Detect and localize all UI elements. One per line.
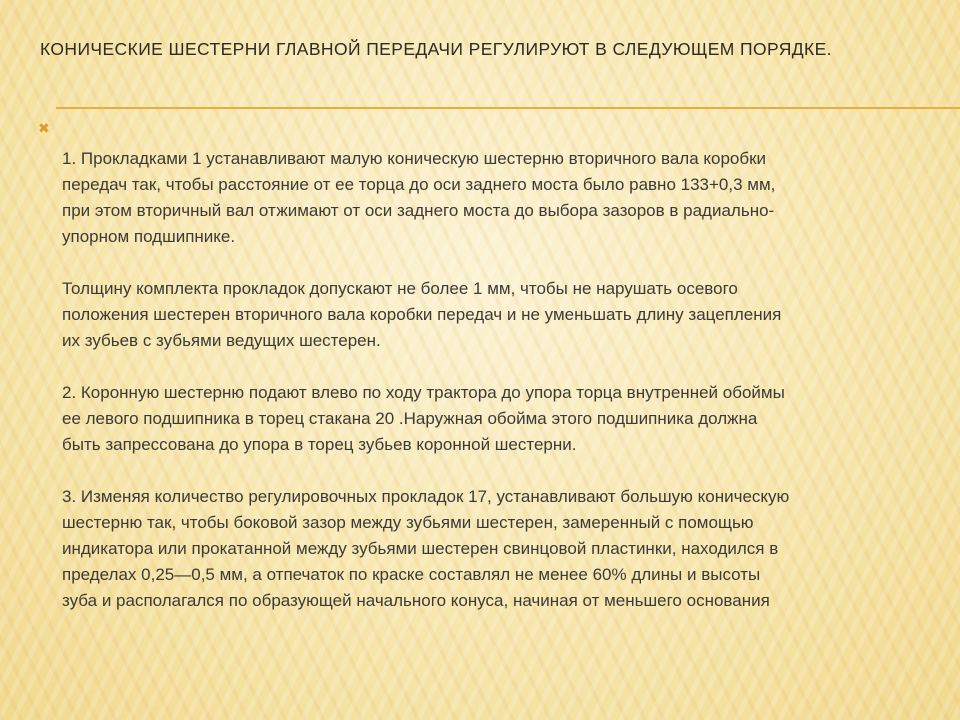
text-line: 3. Изменяя количество регулировочных прокладок 17, устанавливают большую коническую xyxy=(62,487,790,506)
text-line: ее левого подшипника в торец стакана 20 .Наружная обойма этого подшипника должна xyxy=(62,409,758,428)
paragraph-shim-thickness xyxy=(62,276,942,354)
paragraph-step-3 xyxy=(62,484,942,614)
text-line: передач так, чтобы расстояние от ее торца до оси заднего моста было равно 133+0,3 мм, xyxy=(62,175,776,194)
text-line: при этом вторичный вал отжимают от оси заднего моста до выбора зазоров в радиально- xyxy=(62,201,775,220)
slide-title: КОНИЧЕСКИЕ ШЕСТЕРНИ ГЛАВНОЙ ПЕРЕДАЧИ РЕГУЛИРУЮТ В СЛЕДУЮЩЕМ ПОРЯДКЕ. xyxy=(40,39,832,59)
text-line: шестерню так, чтобы боковой зазор между зубьями шестерен, замеренный с помощью xyxy=(62,513,754,532)
text-line: упорном подшипнике. xyxy=(62,227,236,246)
text-line: их зубьев с зубьями ведущих шестерен. xyxy=(62,331,381,350)
title-divider xyxy=(56,107,960,109)
text-line: 1. Прокладками 1 устанавливают малую коническую шестерню вторичного вала коробки xyxy=(62,149,767,168)
text-line: зуба и располагался по образующей начального конуса, начиная от меньшего основания xyxy=(62,591,770,610)
slide-body xyxy=(62,146,942,640)
text-line: пределах 0,25—0,5 мм, а отпечаток по краске составлял не менее 60% длины и высоты xyxy=(62,565,761,584)
text-line: Толщину комплекта прокладок допускают не более 1 мм, чтобы не нарушать осевого xyxy=(62,279,738,298)
text-line: быть запрессована до упора в торец зубьев коронной шестерни. xyxy=(62,435,577,454)
x-mark-bullet-icon: ✖ xyxy=(38,120,50,136)
text-line: 2. Коронную шестерню подают влево по ходу трактора до упора торца внутренней обоймы xyxy=(62,383,785,402)
paragraph-step-2 xyxy=(62,380,942,458)
text-line: положения шестерен вторичного вала коробки передач и не уменьшать длину зацепления xyxy=(62,305,782,324)
paragraph-step-1 xyxy=(62,146,942,250)
text-line: индикатора или прокатанной между зубьями шестерен свинцовой пластинки, находился в xyxy=(62,539,779,558)
